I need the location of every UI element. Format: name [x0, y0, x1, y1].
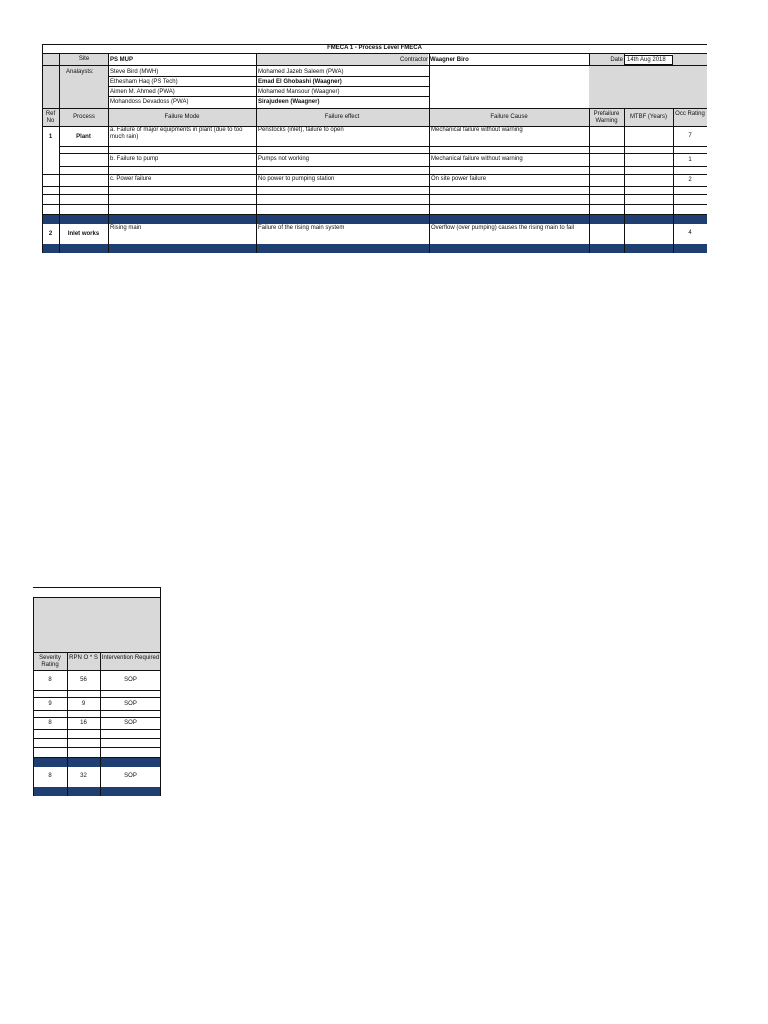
analyst-left-1: Steve Bird (MWH) [110, 69, 159, 75]
sheet-title: FMECA 1 - Process Level FMECA [327, 45, 422, 51]
date-box [624, 55, 673, 65]
row-severity: 9 [48, 701, 52, 707]
date-label: Date [610, 57, 623, 63]
analyst-right-2: Emad El Ghobashi (Waagner) [258, 79, 342, 85]
header-mtbf: MTBF (Years) [629, 114, 668, 120]
analyst-left-2: Ethesham Haq (PS Tech) [110, 79, 178, 85]
row-ref: 1 [48, 134, 53, 140]
analyst-right-4: Sirajudeen (Waagner) [258, 99, 320, 105]
row-intervention: SOP [124, 677, 137, 683]
row-failure-mode: a. Failure of major equipments in plant (due to too much rain) [110, 127, 243, 140]
date-value: 14th Aug 2018 [627, 57, 666, 63]
header-intervention: Intervention Required [101, 655, 160, 661]
row-process: Inlet works [67, 231, 100, 237]
analyst-right-3: Mohamed Mansour (Waagner) [258, 89, 340, 95]
row-intervention: SOP [124, 773, 137, 779]
header-ref-no: Ref No [45, 111, 56, 124]
row-rpn: 9 [81, 701, 86, 707]
row-occ-rating: 4 [688, 230, 692, 236]
row-intervention: SOP [124, 701, 137, 707]
row-rpn: 56 [80, 677, 87, 683]
row-failure-cause: Overflow (over pumping) causes the rising main to fail [431, 225, 575, 231]
section-band-2 [42, 244, 707, 253]
row-failure-mode: c. Power failure [110, 176, 152, 182]
contractor-value: Waagner Biro [430, 57, 469, 63]
section-band-1 [33, 758, 161, 767]
row-failure-cause: On site power failure [431, 176, 487, 182]
header-severity-rating: Severity Rating [39, 655, 61, 668]
row-failure-effect: Penstocks (inlet), failure to open [258, 127, 344, 133]
analyst-left-3: Aimen M. Ahmed (PWA) [110, 89, 175, 95]
row-intervention: SOP [124, 720, 137, 726]
row-occ-rating: 1 [688, 157, 692, 163]
row-occ-rating: 7 [688, 133, 692, 139]
header-prefailure-warning: Prefailure Warning [593, 111, 620, 124]
site-value: PS MUP [110, 57, 134, 63]
row-failure-effect: No power to pumping station [258, 176, 335, 182]
row-ref: 2 [48, 231, 53, 237]
row-failure-effect: Pumps not working [258, 156, 310, 162]
header-occ-rating: Occ Rating [675, 111, 705, 117]
header-failure-effect: Failure effect [324, 114, 360, 120]
header-failure-cause: Failure Cause [490, 114, 528, 120]
analyst-left-4: Mohandoss Devadoss (PWA) [110, 99, 189, 105]
row-failure-effect: Failure of the rising main system [258, 225, 345, 231]
section-band-1 [42, 215, 707, 224]
analysts-label: Analaysts: [66, 69, 94, 75]
row-failure-mode: Rising main [110, 225, 142, 231]
row-rpn: 32 [80, 773, 87, 779]
row-occ-rating: 2 [688, 177, 692, 183]
row-failure-mode: b. Failure to pump [110, 156, 159, 162]
row-severity: 8 [48, 677, 52, 683]
section-band-2 [33, 787, 161, 796]
row-rpn: 16 [80, 720, 87, 726]
site-label: Site [78, 56, 90, 62]
row-severity: 8 [48, 720, 52, 726]
row-process: Plant [76, 134, 91, 140]
contractor-label: Contractor [399, 57, 428, 63]
header-process: Process [73, 114, 95, 120]
row-failure-cause: Mechanical failure without warning [431, 156, 523, 162]
row-severity: 8 [48, 773, 52, 779]
header-rpn: RPN O * S [69, 655, 98, 661]
header-failure-mode: Failure Mode [164, 114, 200, 120]
row-failure-cause: Mechanical failure without warning [431, 127, 523, 133]
analyst-right-1: Mohamed Jazeb Saleem (PWA) [258, 69, 344, 75]
